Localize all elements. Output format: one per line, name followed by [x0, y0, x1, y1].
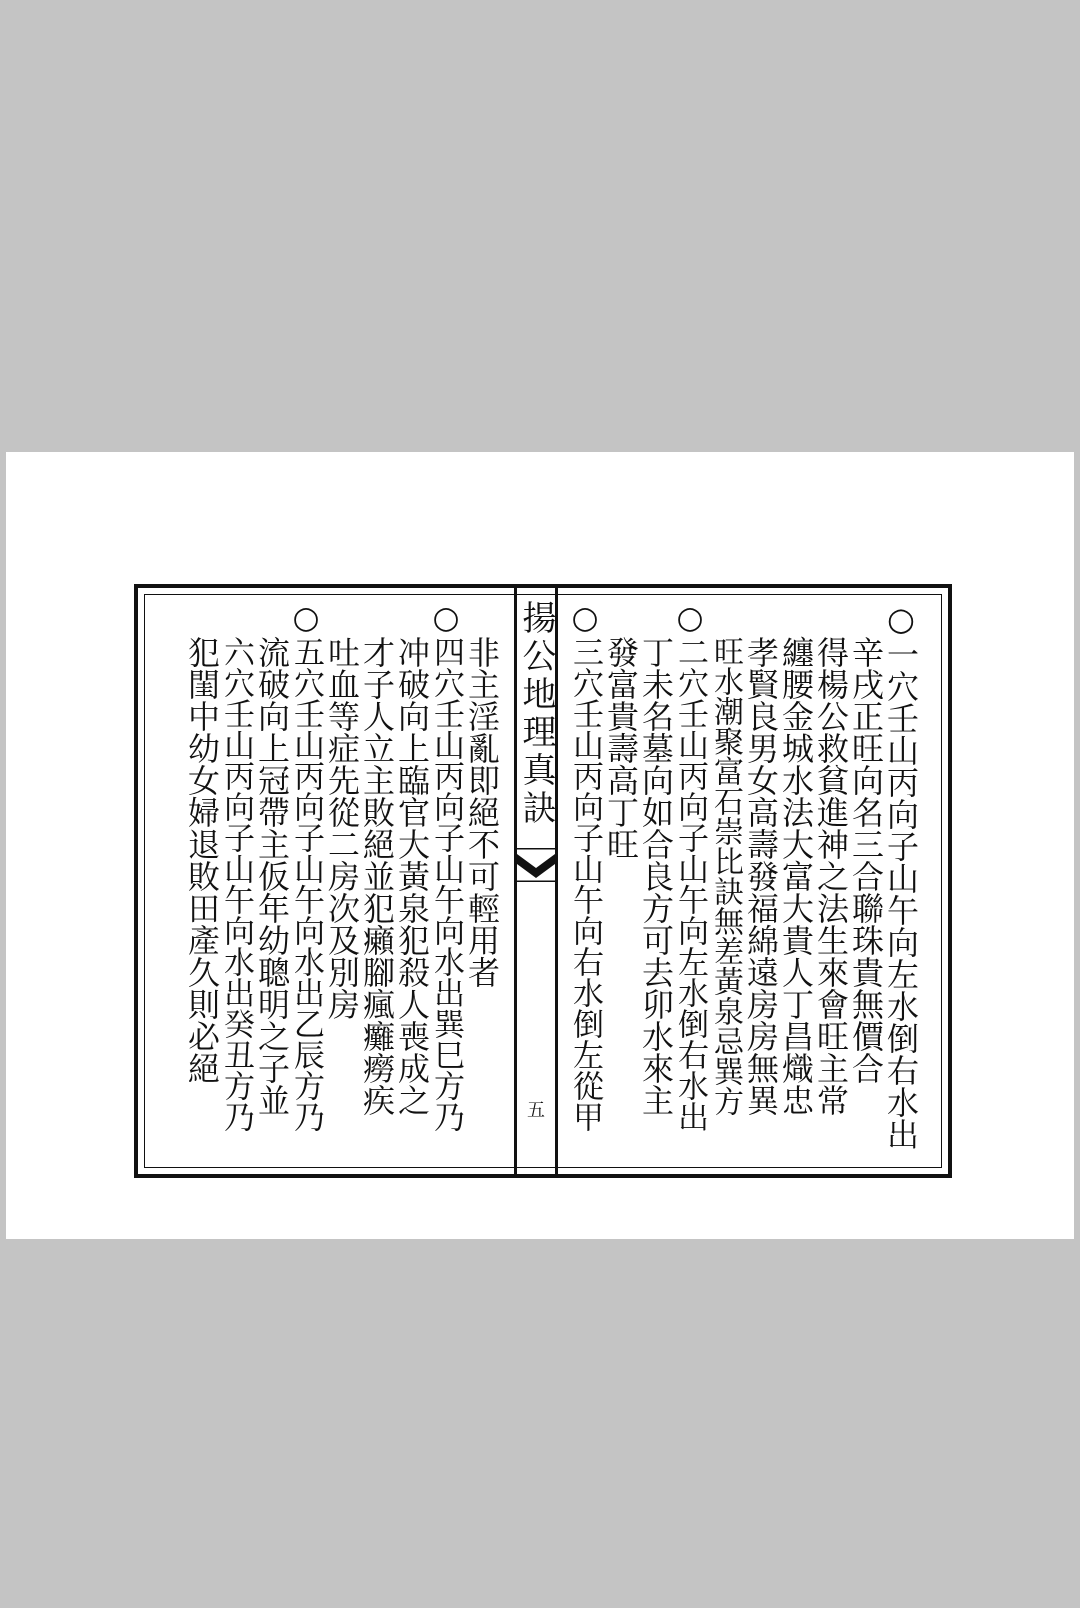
right-col-2: 辛戌正旺向名三合聯珠貴無價合 — [847, 636, 885, 1084]
right-col-7: ○二穴壬山丙向子山午向左水倒右水出 — [672, 600, 708, 1132]
left-col-3: 冲破向上臨官大黃泉犯殺人喪成之 — [393, 636, 431, 1116]
left-col-1: 非主淫亂即絕不可輕用者 — [463, 636, 501, 988]
right-col-6: 旺水潮聚富石崇比訣無差黃泉忌巽方 — [708, 636, 743, 1116]
page-number: 五 — [527, 1100, 545, 1121]
fishtail-ornament — [517, 848, 555, 882]
left-col-6: ○五穴壬山丙向子山午向水出乙辰方乃 — [288, 600, 324, 1132]
left-col-8: 六穴壬山丙向子山午向水出癸丑方乃 — [218, 636, 254, 1132]
left-col-7: 流破向上冠帶主仮年幼聰明之子並 — [253, 636, 291, 1116]
left-col-9: 犯閨中幼女婦退敗田產久則必絕 — [183, 636, 221, 1084]
right-col-9: 發富貴壽高丁旺 — [602, 636, 640, 860]
book-title: 揚公地理真訣 — [516, 600, 556, 828]
scanned-page — [6, 452, 1074, 1239]
right-col-4: 纏腰金城水法大富大貴人丁昌熾忠 — [777, 636, 815, 1116]
right-col-8: 丁未名墓向如合良方可去卯水來主 — [637, 636, 675, 1116]
center-margin-column — [514, 584, 558, 1178]
left-col-4: 才子人立主敗絕並犯癩腳瘋癱癆疾 — [358, 636, 396, 1116]
left-col-2: ○四穴壬山丙向子山午向水出巽巳方乃 — [428, 600, 464, 1132]
right-col-10: ○三穴壬山丙向子山午向右水倒左從甲 — [567, 600, 603, 1132]
right-col-3: 得楊公救貧進神之法生來會旺主常 — [812, 636, 850, 1116]
right-col-1: ○一穴壬山丙向子山午向左水倒右水出 — [882, 600, 920, 1150]
right-col-5: 孝賢良男女高壽發福綿遠房房無異 — [742, 636, 780, 1116]
left-col-5: 吐血等症先從二房次及別房 — [323, 636, 361, 1020]
